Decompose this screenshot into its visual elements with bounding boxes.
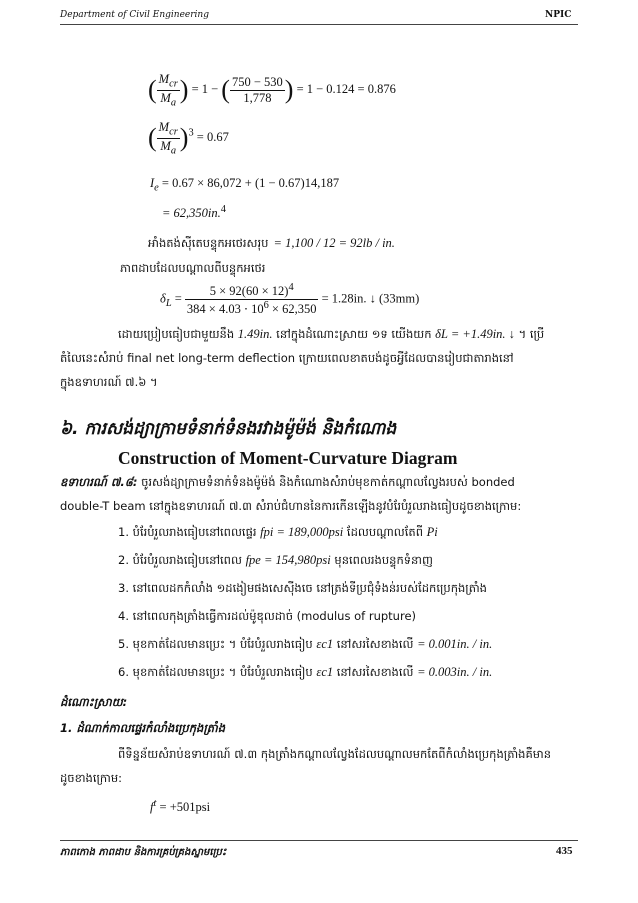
list-item: 3. នៅពេលដកកំលាំង ១ដងៀមផងសេស៊ីងចេ នៅត្រង់ទីប្រជុំទំងន់របស់ដែកប្រេកុងត្រាំង [118, 581, 487, 595]
list-item: 6. មុខកាត់ដែលមានប្រេះ ។ បំរែបំរួលរាងធៀប εc1 នៅសរសៃខាងលើ = 0.003in. / in. [118, 665, 493, 679]
live-load-intensity: អាំងតង់ស៊ីតេបន្ទុកអថេរសរុប = 1,100 / 12 = 92lb / in. [148, 236, 395, 250]
equation-top-stress: $f^t = +501psi$ [150, 798, 211, 815]
equation-moment-ratio-cubed: ( $\frac{M_{cr}}{M_a}$ )$^3$ = 0.67 [148, 120, 229, 156]
strain-steps-list [118, 520, 578, 684]
equation-moment-ratio: ( $\frac{M_{cr}}{M_a}$ ) = 1 − ( $\frac{750 - 530}{1,778}$ ) = 1 − 0.124 = 0.876 [148, 72, 396, 108]
list-item: 4. នៅពេលកុងត្រាំងធ្វើការដល់ម៉ូឌុលដាច់ (modulus of rupture) [118, 609, 417, 623]
paragraph-comparison: ដោយប្រៀបធៀបជាមួយនឹង 1.49in. នៅក្នុងដំណោះស្រាយ ១ទ យើងយក δL = +1.49in. ↓ ។ ប្រើ តំលៃនេះសំរាប់ final net long-term deflection ក្រោយពេលខាតបង់ដូចអ្វីដែលបានរៀបជាតារាងនៅ ក្នុងឧទាហរណ៍ ៧.៦ ។ [60, 327, 545, 389]
solution-step-heading: 1. ដំណាក់កាលផ្ទេរកំលាំងប្រេកុងត្រាំង [60, 721, 226, 735]
footer-chapter-title: ភាពកោង ភាពដាប និងការគ្រប់គ្រងស្នាមប្រេះ [60, 847, 227, 858]
live-load-deflection-label: ភាពដាបដែលបណ្តាលពីបន្ទុកអថេរ [120, 261, 266, 275]
list-item: 5. មុខកាត់ដែលមានប្រេះ ។ បំរែបំរួលរាងធៀប εc1 នៅសរសៃខាងលើ = 0.001in. / in. [118, 637, 493, 651]
header-institute: NPIC [545, 10, 572, 20]
page-number: 435 [556, 845, 573, 857]
list-item: 2. បំរែបំរួលរាងធៀបនៅពេល fpe = 154,980psi មុនពេលរងបន្ទុកទំនាញ [118, 553, 433, 567]
equation-live-load-deflection: $\delta_L$ = $\frac{5 \times 92(60 \times 12)^4}{384 \times 4.03 \cdot 10^6 \times 62,350}$ = 1.28in. ↓ (33mm) [160, 282, 420, 317]
list-item: 1. បំរែបំរួលរាងធៀបនៅពេលផ្ទេរ fpi = 189,000psi ដែលបណ្តាលតែពី Pi [118, 525, 438, 539]
section-heading: ៦. ការសង់ដ្យាក្រាមទំនាក់ទំនងរវាងម៉ូម៉ង់ និងកំណោង [60, 419, 397, 439]
equation-inertia-result: = 62,350in.$^4$ [162, 204, 226, 221]
header-department: Department of Civil Engineering [60, 10, 209, 20]
section-subtitle: Construction of Moment-Curvature Diagram [118, 448, 458, 468]
example-statement: ឧទាហរណ៍ ៧.៨: ចូរសង់ដ្យាក្រាមទំនាក់ទំនងម៉ូម៉ង់ និងកំណោងសំរាប់មុខកាត់កណ្តាលល្វែងរបស់ bonded double-T beam នៅក្នុងឧទាហរណ៍ ៧.៣ សំរាប់ជំហាននៃការកើនឡើងនូវបំរែបំរួលរាងធៀបដូចខាងក្រោម: [60, 475, 522, 513]
solution-heading: ដំណោះស្រាយ: [60, 695, 128, 709]
footer-rule [60, 840, 578, 841]
solution-paragraph: ពីទិន្នន័យសំរាប់ឧទាហរណ៍ ៧.៣ កុងត្រាំងកណ្តាលល្វែងដែលបណ្តាលមកតែពីកំលាំងប្រេកុងត្រាំងគឺមាន ដូចខាងក្រោម: [60, 747, 552, 785]
equation-effective-inertia: $I_e = 0.67 \times 86,072 + (1 - 0.67)14,187$ [150, 176, 340, 194]
header-rule [60, 24, 578, 25]
